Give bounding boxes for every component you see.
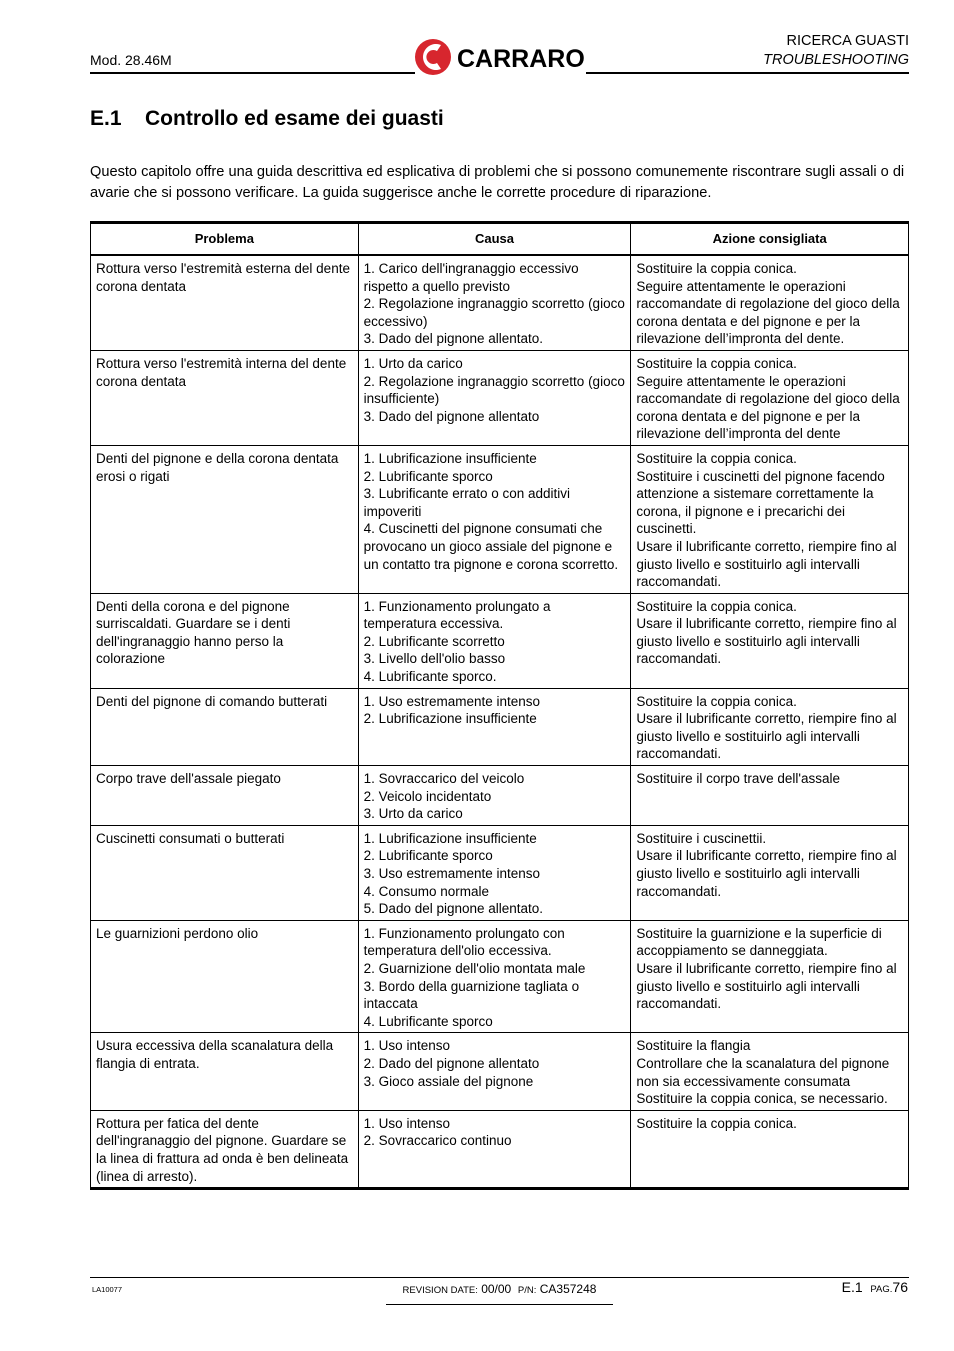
action-cell: [631, 825, 909, 920]
cause-line: 1. Lubrificazione insufficiente: [363, 450, 537, 466]
problem-line: Rottura verso l'estremità interna del dente corona dentata: [96, 355, 347, 389]
page-header: [90, 28, 909, 78]
table-row: [91, 593, 909, 688]
action-line: Sostituire i cuscinetti del pignone facendo attenzione a sistemare correttamente la corona, il pignone e i precarichi dei cuscinetti.: [636, 468, 885, 537]
footer-section: E.1: [841, 1279, 863, 1295]
cause-line: 1. Carico dell'ingranaggio eccessivo rispetto a quello previsto: [363, 261, 579, 294]
cause-line: 2. Regolazione ingranaggio scorretto (gioco insufficiente): [363, 373, 625, 407]
table-header-row: [91, 223, 909, 256]
page-label: PAG.: [870, 1284, 893, 1295]
cause-cell: [358, 688, 631, 765]
page-reference: [842, 1279, 908, 1295]
page-number: 76: [892, 1279, 908, 1295]
action-line: Sostituire la coppia conica.: [636, 1115, 797, 1131]
problem-line: Rottura per fatica del dente dell'ingranaggio del pignone. Guardare se la linea di frattura ad onda è ben delineata (linea di arresto).: [96, 1115, 349, 1184]
cause-line: 4. Cuscinetti del pignone consumati che provocano un gioco assiale del pignone e un contatto tra pignone e corona scorretto.: [363, 521, 619, 572]
problem-cell: [91, 1110, 359, 1188]
cause-line: 4. Lubrificante sporco: [363, 1013, 493, 1029]
table-row: [91, 1110, 909, 1188]
cause-line: 1. Uso intenso: [363, 1038, 450, 1054]
action-line: Sostituire la coppia conica.: [636, 598, 797, 614]
problem-cell: [91, 445, 359, 593]
problem-line: Denti del pignone di comando butterati: [96, 693, 328, 709]
revision-info: [386, 1282, 613, 1305]
cause-line: 1. Sovraccarico del veicolo: [363, 771, 525, 787]
action-line: Seguire attentamente le operazioni raccomandate di regolazione del gioco della corona dentata e del pignone e per la rilevazione dell’impronta del dente: [636, 373, 900, 442]
cause-line: 2. Sovraccarico continuo: [363, 1133, 512, 1149]
cause-cell: [358, 350, 631, 445]
cause-line: 3. Uso estremamente intenso: [363, 866, 541, 881]
problem-line: Denti del pignone e della corona dentata erosi o rigati: [96, 450, 339, 484]
problem-cell: [91, 825, 359, 920]
table-row: [91, 350, 909, 445]
action-line: Sostituire la coppia conica.: [636, 355, 797, 371]
cause-line: 2. Regolazione ingranaggio scorretto (gioco eccessivo): [363, 296, 625, 329]
cause-cell: [358, 445, 631, 593]
problem-line: Denti della corona e del pignone surriscaldati. Guardare se i denti dell'ingranaggio hanno perso la colorazione: [96, 598, 291, 667]
cause-cell: [358, 1033, 631, 1110]
cause-line: 1. Funzionamento prolungato a temperatura eccessiva.: [363, 598, 551, 632]
table-row: [91, 766, 909, 826]
cause-line: 3. Gioco assiale del pignone: [363, 1073, 534, 1089]
table-row: [91, 920, 909, 1033]
cause-line: 2. Lubrificazione insufficiente: [363, 711, 537, 727]
cause-line: 3. Bordo della guarnizione tagliata o intaccata: [363, 978, 580, 1012]
cause-line: 2. Lubrificante scorretto: [363, 633, 505, 649]
pn-value: CA357248: [539, 1282, 597, 1296]
problem-cell: [91, 688, 359, 765]
table-row: [91, 688, 909, 765]
pn-label: P/N:: [517, 1285, 537, 1296]
problem-cell: [91, 350, 359, 445]
section-heading: [763, 32, 909, 70]
cause-line: 1. Funzionamento prolungato con temperatura dell'olio eccessiva.: [363, 925, 565, 959]
problem-line: Cuscinetti consumati o butterati: [96, 830, 285, 846]
cause-cell: [358, 825, 631, 920]
cause-line: 4. Lubrificante sporco.: [363, 669, 497, 685]
problem-line: Le guarnizioni perdono olio: [96, 925, 259, 941]
troubleshooting-table: [90, 221, 909, 1190]
action-line: Sostituire la coppia conica.: [636, 450, 797, 466]
cause-line: 5. Dado del pignone allentato.: [363, 901, 544, 917]
cause-cell: [358, 593, 631, 688]
header-problem: Problema: [91, 223, 359, 256]
action-cell: [631, 445, 909, 593]
action-cell: [631, 593, 909, 688]
action-cell: [631, 255, 909, 350]
problem-line: Corpo trave dell'assale piegato: [96, 771, 281, 787]
cause-line: 3. Lubrificante errato o con additivi impoveriti: [363, 486, 571, 519]
action-line: Sostituire la flangia: [636, 1038, 751, 1054]
action-line: Sostituire i cuscinettii.: [636, 830, 767, 846]
action-line: Usare il lubrificante corretto, riempire fino al giusto livello e sostituirlo agli intervalli raccomandati.: [636, 960, 897, 1012]
title-text: Controllo ed esame dei guasti: [145, 107, 444, 130]
action-line: Sostituire la coppia conica, se necessario.: [636, 1091, 888, 1107]
cause-line: 1. Lubrificazione insufficiente: [363, 830, 537, 846]
action-cell: [631, 688, 909, 765]
carraro-logo: [414, 36, 586, 78]
cause-line: 3. Urto da carico: [363, 806, 463, 822]
cause-line: 2. Lubrificante sporco: [363, 848, 493, 864]
header-cause: Causa: [358, 223, 631, 256]
table-row: [91, 1033, 909, 1110]
header-action: Azione consigliata: [631, 223, 909, 256]
document-code: LA10077: [92, 1285, 123, 1294]
cause-line: 2. Veicolo incidentato: [363, 788, 492, 804]
cause-cell: [358, 1110, 631, 1188]
title-number: E.1: [90, 107, 122, 130]
action-cell: [631, 350, 909, 445]
cause-cell: [358, 255, 631, 350]
model-label: Mod. 28.46M: [90, 52, 172, 68]
problem-cell: [91, 1033, 359, 1110]
cause-line: 3. Dado del pignone allentato: [363, 408, 540, 424]
action-line: Controllare che la scanalatura del pignone non sia eccessivamente consumata: [636, 1055, 890, 1089]
cause-line: 3. Dado del pignone allentato.: [363, 331, 544, 347]
cause-line: 1. Uso estremamente intenso: [363, 693, 541, 709]
footer-rule: [90, 1277, 909, 1278]
revision-label: REVISION DATE:: [402, 1285, 478, 1296]
cause-line: 2. Guarnizione dell'olio montata male: [363, 960, 586, 976]
cause-line: 1. Uso intenso: [363, 1115, 450, 1131]
action-line: Sostituire la guarnizione e la superficie di accoppiamento se danneggiata.: [636, 925, 882, 959]
action-line: Usare il lubrificante corretto, riempire fino al giusto livello e sostituirlo agli intervalli raccomandati.: [636, 711, 897, 762]
problem-cell: [91, 255, 359, 350]
action-line: Usare il lubrificante corretto, riempire fino al giusto livello e sostituirlo agli intervalli raccomandati.: [636, 848, 897, 899]
action-line: Seguire attentamente le operazioni raccomandate di regolazione del gioco della corona dentata e del pignone e per la rilevazione dell’impronta del dente.: [636, 278, 900, 347]
action-cell: [631, 1033, 909, 1110]
section-subtitle: TROUBLESHOOTING: [763, 52, 909, 68]
action-line: Sostituire la coppia conica.: [636, 261, 797, 276]
header-rule-right: [586, 72, 909, 74]
table-row: [91, 825, 909, 920]
cause-line: 2. Lubrificante sporco: [363, 468, 493, 484]
revision-value: 00/00: [481, 1282, 512, 1296]
action-line: Usare il lubrificante corretto, riempire fino al giusto livello e sostituirlo agli intervalli raccomandati.: [636, 616, 897, 667]
page-title: [90, 107, 444, 131]
table-row: [91, 255, 909, 350]
problem-cell: [91, 920, 359, 1033]
cause-line: 2. Dado del pignone allentato: [363, 1055, 540, 1071]
problem-cell: [91, 593, 359, 688]
brand-name: CARRARO: [457, 45, 585, 73]
table-body: [91, 255, 909, 1189]
action-line: Sostituire il corpo trave dell'assale: [636, 771, 841, 787]
table-row: [91, 445, 909, 593]
problem-line: Rottura verso l'estremità esterna del dente corona dentata: [96, 261, 350, 294]
cause-cell: [358, 766, 631, 826]
action-line: Usare il lubrificante corretto, riempire fino al giusto livello e sostituirlo agli intervalli raccomandati.: [636, 538, 897, 590]
section-title: RICERCA GUASTI: [786, 33, 909, 49]
intro-paragraph: Questo capitolo offre una guida descrittiva ed esplicativa di problemi che si possono comunemente riscontrare sugli assali o di avarie che si possono verificare. La guida suggerisce anche le corrette procedure di riparazione.: [90, 164, 905, 201]
action-cell: [631, 766, 909, 826]
cause-cell: [358, 920, 631, 1033]
cause-line: 3. Livello dell'olio basso: [363, 651, 506, 667]
problem-line: Usura eccessiva della scanalatura della flangia di entrata.: [96, 1038, 334, 1071]
action-cell: [631, 1110, 909, 1188]
cause-line: 1. Urto da carico: [363, 355, 463, 371]
action-cell: [631, 920, 909, 1033]
header-rule-left: [90, 72, 415, 74]
action-line: Sostituire la coppia conica.: [636, 693, 797, 709]
problem-cell: [91, 766, 359, 826]
cause-line: 4. Consumo normale: [363, 883, 489, 899]
